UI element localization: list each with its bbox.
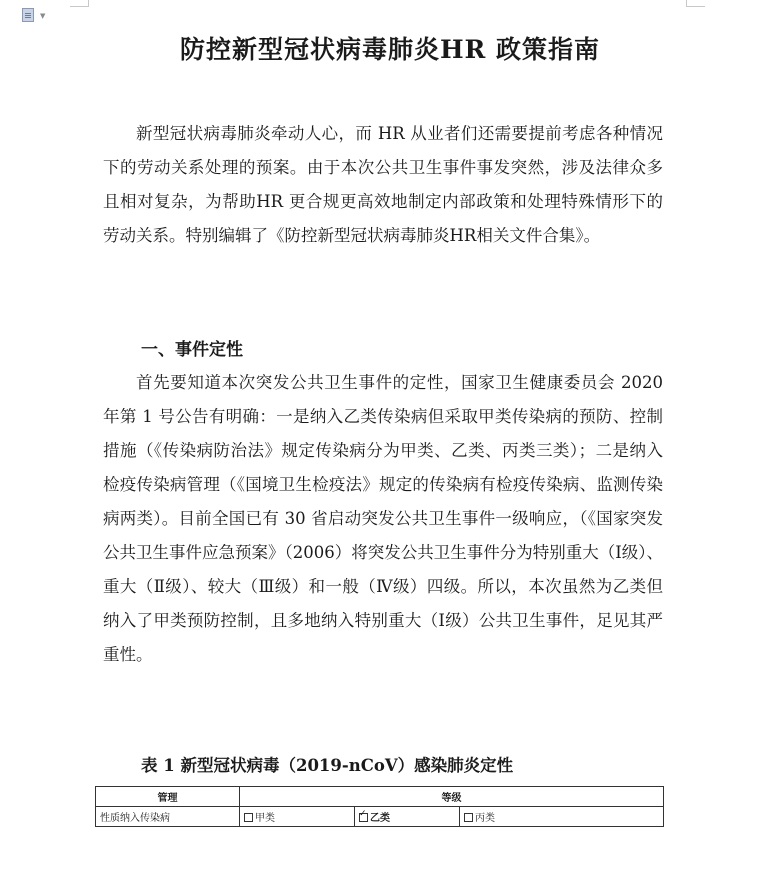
option-class-c[interactable]: [460, 807, 664, 827]
option-class-a[interactable]: [240, 807, 355, 827]
document-title: 防控新型冠状病毒肺炎HR 政策指南: [179, 35, 601, 64]
table-header-row: [96, 787, 664, 807]
table-caption: 表 1 新型冠状病毒（2019-nCoV）感染肺炎定性: [141, 756, 514, 775]
checked-checkbox-icon[interactable]: [359, 813, 368, 822]
margin-corner-left: [70, 0, 89, 7]
option-class-b[interactable]: [355, 807, 460, 827]
document-icon[interactable]: [22, 8, 34, 22]
table-row: [96, 807, 664, 827]
intro-paragraph: 新型冠状病毒肺炎牵动人心，而 HR 从业者们还需要提前考虑各种情况下的劳动关系处理的预案。由于本次公共卫生事件事发突然，涉及法律众多且相对复杂，为帮助HR 更合规更高效地制定内部政策和处理特殊情形下的劳动关系。特别编辑了《防控新型冠状病毒肺炎HR相关文件合集》。: [103, 124, 663, 245]
classification-table: [95, 786, 664, 827]
row-label: 性质纳入传染病: [96, 807, 240, 827]
option-label: 丙类: [475, 813, 495, 824]
header-management: 管理: [96, 787, 240, 807]
section-paragraph: 首先要知道本次突发公共卫生事件的定性，国家卫生健康委员会 2020 年第 1 号公告有明确：一是纳入乙类传染病但采取甲类传染病的预防、控制措施（《传染病防治法》规定传染病分为甲类、乙类、丙类三类）；二是纳入检疫传染病管理（《国境卫生检疫法》规定的传染病有检疫传染病、监测传染病两类）。目前全国已有 30 省启动突发公共卫生事件一级响应，（《国家突发公共卫生事件应急预案》（2006）将突发公共卫生事件分为特别重大（Ⅰ级）、重大（Ⅱ级）、较大（Ⅲ级）和一般（Ⅳ级）四级。所以，本次虽然为乙类但纳入了甲类预防控制，且多地纳入特别重大（Ⅰ级）公共卫生事件，足见其严重性。: [103, 373, 664, 664]
option-label: 乙类: [370, 813, 390, 824]
option-label: 甲类: [255, 813, 275, 824]
dropdown-caret-icon[interactable]: ▼: [40, 12, 46, 20]
checkbox-icon[interactable]: [464, 813, 473, 822]
header-grade: 等级: [240, 787, 664, 807]
checkbox-icon[interactable]: [244, 813, 253, 822]
section-heading: 一、事件定性: [141, 340, 243, 360]
margin-corner-right: [686, 0, 705, 7]
